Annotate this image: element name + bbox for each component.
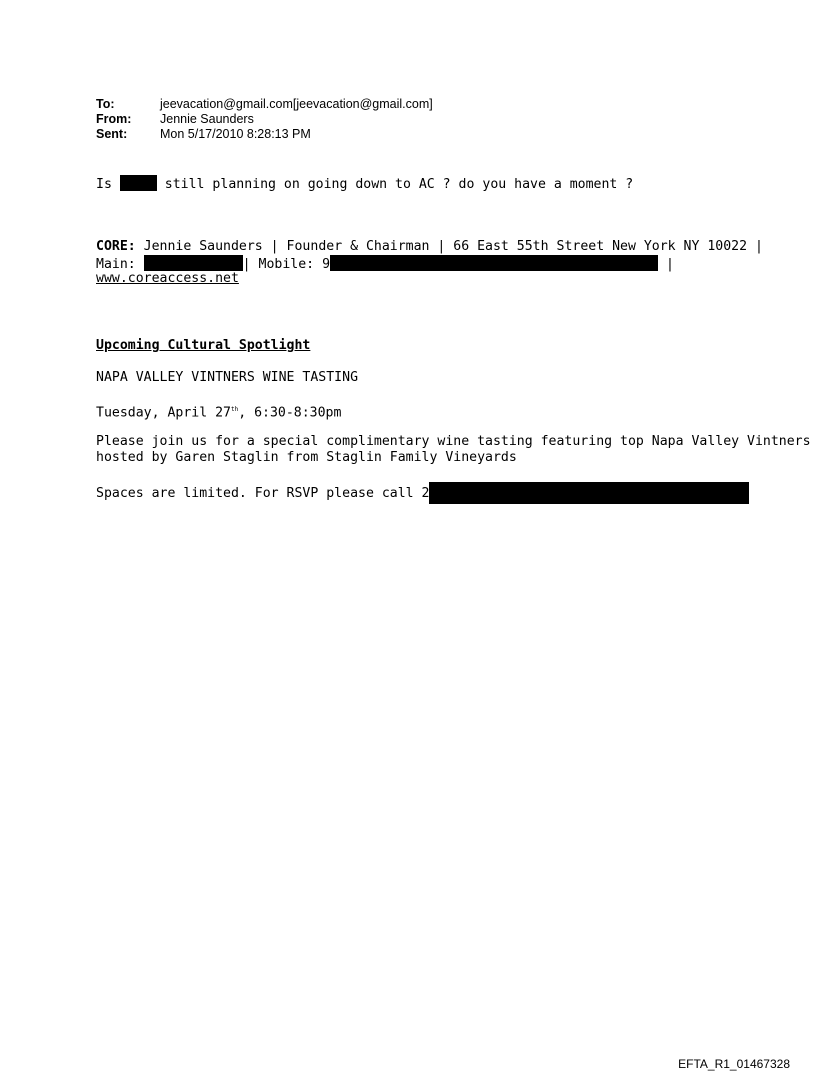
rsvp-line (96, 482, 749, 504)
signature-details: Jennie Saunders | Founder & Chairman | 66 East 55th Street New York NY 10022 | (135, 239, 763, 254)
sent-value: Mon 5/17/2010 8:28:13 PM (160, 127, 311, 141)
mobile-partial: 9 (322, 257, 331, 272)
redaction-box (120, 175, 157, 191)
redaction-box (330, 255, 658, 271)
main-label: Main: (96, 257, 136, 272)
body-text: still planning on going down to AC ? do you have a moment ? (164, 177, 634, 192)
rsvp-text: Spaces are limited. For RSVP please call (96, 486, 422, 501)
website-link[interactable]: www.coreaccess.net (96, 271, 239, 286)
document-id: EFTA_R1_01467328 (678, 1057, 790, 1071)
signature-line-1 (96, 239, 763, 255)
rsvp-partial: 2 (421, 486, 430, 501)
to-label: To: (96, 97, 115, 111)
spotlight-heading: Upcoming Cultural Spotlight (96, 338, 311, 353)
redaction-box (144, 255, 243, 271)
signature-line-3 (96, 271, 239, 287)
redaction-box (429, 482, 749, 504)
company-name: CORE: (96, 239, 136, 254)
mobile-label: | Mobile: (242, 257, 323, 272)
event-title: NAPA VALLEY VINTNERS WINE TASTING (96, 370, 359, 385)
event-date (96, 402, 341, 421)
event-date-text: Tuesday, April 27 (96, 405, 231, 421)
event-description-line-2: hosted by Garen Staglin from Staglin Family Vineyards (96, 450, 517, 465)
to-value: jeevacation@gmail.com[jeevacation@gmail.com] (160, 97, 433, 111)
message-body (96, 175, 633, 193)
pipe-separator: | (665, 257, 674, 272)
event-date-suffix: th (230, 406, 239, 413)
event-time: , 6:30-8:30pm (238, 405, 342, 421)
from-label: From: (96, 112, 132, 126)
body-prefix: Is (96, 177, 112, 192)
event-description-line-1: Please join us for a special complimentary wine tasting featuring top Napa Valley Vintners (96, 434, 811, 449)
from-value: Jennie Saunders (160, 112, 254, 126)
sent-label: Sent: (96, 127, 128, 141)
